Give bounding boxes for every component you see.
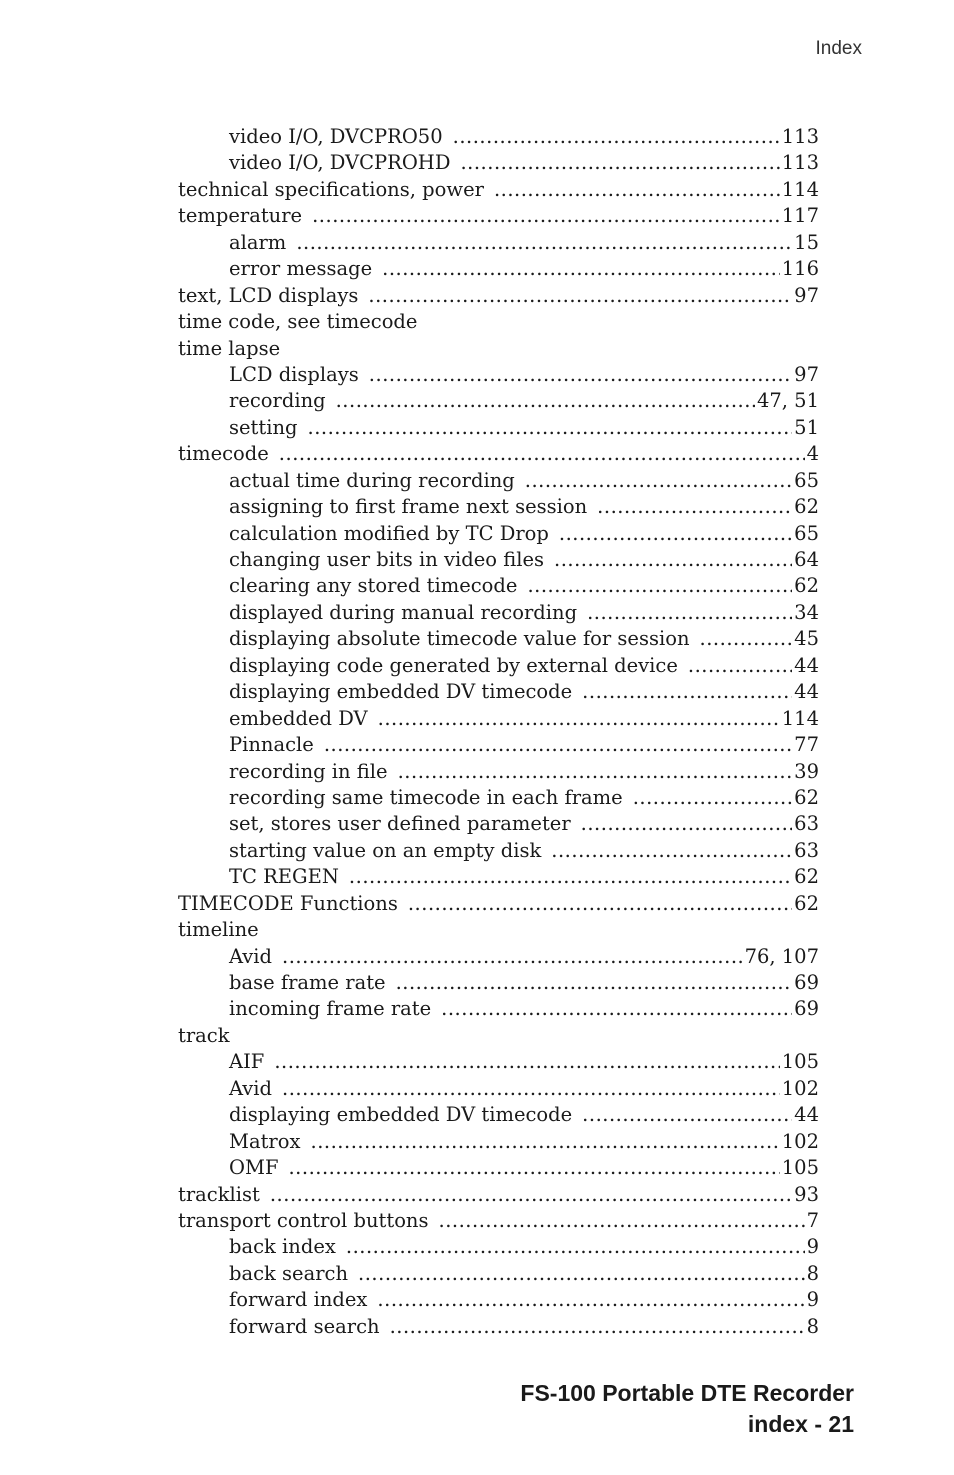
index-page-number: 97 (794, 362, 819, 386)
index-term: actual time during recording (229, 468, 515, 492)
dot-leader (582, 679, 792, 705)
index-page-number: 9 (806, 1235, 819, 1259)
dot-leader (282, 1076, 780, 1102)
index-subentry (178, 573, 819, 599)
index-term: assigning to first frame next session (229, 495, 588, 519)
dot-leader (324, 732, 792, 758)
index-page-number: 76, 107 (744, 944, 819, 968)
index-term: Pinnacle (229, 733, 314, 757)
index-term: time code, see timecode (178, 310, 418, 334)
index-term: timecode (178, 442, 269, 466)
index-subentry (178, 1049, 819, 1075)
index-page-number: 102 (781, 1129, 819, 1153)
index-subentry (178, 706, 819, 732)
index-page-number: 4 (806, 442, 819, 466)
index-subentry (178, 600, 819, 626)
dot-leader (382, 256, 780, 282)
dot-leader (274, 1049, 779, 1075)
index-term: forward index (229, 1288, 368, 1312)
index-subentry (178, 1287, 819, 1313)
index-term: incoming frame rate (229, 997, 432, 1021)
dot-leader (336, 388, 755, 414)
dot-leader (368, 283, 792, 309)
page-footer (520, 1378, 854, 1440)
index-entry (178, 891, 819, 917)
dot-leader (349, 864, 792, 890)
index-term: recording (229, 389, 326, 413)
index-subentry (178, 230, 819, 256)
index-subentry (178, 864, 819, 890)
index-term: temperature (178, 204, 303, 228)
index-page-number: 62 (794, 891, 819, 915)
index-page-number: 113 (781, 125, 819, 148)
index-page-number: 65 (794, 521, 819, 545)
index-term: Avid (229, 1076, 273, 1100)
index-page-number: 102 (781, 1076, 819, 1100)
index-page-number: 34 (794, 600, 819, 624)
index-term: recording same timecode in each frame (229, 785, 623, 809)
index-page-number: 9 (806, 1288, 819, 1312)
index-entry (178, 1023, 819, 1049)
index-term: forward search (229, 1314, 380, 1338)
index-entry (178, 283, 819, 309)
index-entry (178, 177, 819, 203)
index-term: tracklist (178, 1182, 260, 1206)
index-term: displaying code generated by external device (229, 653, 678, 677)
index-term: video I/O, DVCPROHD (229, 151, 451, 175)
index-term: calculation modified by TC Drop (229, 521, 549, 545)
index-list (178, 124, 819, 1340)
dot-leader (279, 441, 805, 467)
index-entry (178, 203, 819, 229)
index-entry (178, 1182, 819, 1208)
index-term: text, LCD displays (178, 283, 359, 307)
index-page-number: 44 (794, 653, 819, 677)
dot-leader (358, 1261, 805, 1287)
index-page-number: 7 (806, 1208, 819, 1232)
index-term: Avid (229, 944, 273, 968)
index-page-number: 39 (794, 759, 819, 783)
dot-leader (688, 653, 792, 679)
index-page-number: 44 (794, 680, 819, 704)
index-page-number: 93 (794, 1182, 819, 1206)
index-term: TC REGEN (229, 865, 339, 889)
dot-leader (282, 944, 743, 970)
index-entry (178, 336, 819, 362)
dot-leader (390, 1314, 805, 1340)
index-term: TIMECODE Functions (178, 891, 398, 915)
index-term: starting value on an empty disk (229, 838, 542, 862)
dot-leader (453, 124, 780, 150)
index-page-number: 62 (794, 574, 819, 598)
index-subentry (178, 388, 819, 414)
index-page-number: 63 (794, 812, 819, 836)
index-subentry (178, 547, 819, 573)
index-term: error message (229, 257, 373, 281)
index-subentry (178, 838, 819, 864)
index-entry (178, 917, 819, 943)
index-term: AIF (229, 1050, 265, 1074)
running-header: Index (815, 38, 862, 59)
index-term: Matrox (229, 1129, 301, 1153)
index-term: technical specifications, power (178, 177, 484, 201)
dot-leader (346, 1234, 805, 1260)
index-subentry (178, 1102, 819, 1128)
index-term: video I/O, DVCPRO50 (229, 125, 443, 148)
index-page-number: 69 (794, 971, 819, 994)
dot-leader (377, 1287, 804, 1313)
index-subentry (178, 944, 819, 970)
index-subentry (178, 1129, 819, 1155)
dot-leader (460, 150, 779, 176)
index-subentry (178, 1261, 819, 1287)
index-term: track (178, 1023, 230, 1047)
dot-leader (554, 547, 792, 573)
index-term: base frame rate (229, 971, 386, 994)
index-entry (178, 1208, 819, 1234)
index-page-number: 63 (794, 838, 819, 862)
index-subentry (178, 1155, 819, 1181)
index-page-number: 8 (806, 1314, 819, 1338)
index-page-number: 47, 51 (756, 389, 819, 413)
index-page-number: 62 (794, 865, 819, 889)
dot-leader (581, 811, 793, 837)
index-subentry (178, 468, 819, 494)
index-page-number: 45 (794, 627, 819, 651)
dot-leader (559, 521, 792, 547)
index-term: clearing any stored timecode (229, 574, 518, 598)
dot-leader (587, 600, 792, 626)
dot-leader (270, 1182, 792, 1208)
index-subentry (178, 679, 819, 705)
index-term: displayed during manual recording (229, 600, 578, 624)
index-page-number: 69 (794, 997, 819, 1021)
index-term: set, stores user defined parameter (229, 812, 571, 836)
index-subentry (178, 494, 819, 520)
index-term: timeline (178, 918, 259, 942)
dot-leader (398, 759, 793, 785)
dot-leader (525, 468, 792, 494)
dot-leader (288, 1155, 779, 1181)
index-term: displaying embedded DV timecode (229, 1103, 573, 1127)
dot-leader (311, 1129, 780, 1155)
index-page-number: 62 (794, 495, 819, 519)
index-page-number: 117 (781, 204, 819, 228)
index-page-number: 65 (794, 468, 819, 492)
index-subentry (178, 785, 819, 811)
index-term: OMF (229, 1156, 279, 1180)
dot-leader (296, 230, 792, 256)
index-subentry (178, 1076, 819, 1102)
dot-leader (633, 785, 792, 811)
index-subentry (178, 415, 819, 441)
index-entry (178, 441, 819, 467)
index-subentry (178, 811, 819, 837)
index-subentry (178, 626, 819, 652)
index-page-number: 77 (794, 733, 819, 757)
index-subentry (178, 521, 819, 547)
index-page-number: 51 (794, 415, 819, 439)
index-subentry (178, 653, 819, 679)
index-page-number: 8 (806, 1261, 819, 1285)
dot-leader (408, 891, 792, 917)
index-term: back index (229, 1235, 336, 1259)
index-term: recording in file (229, 759, 388, 783)
index-page-number: 105 (781, 1156, 819, 1180)
dot-leader (441, 996, 792, 1022)
index-page-number: 113 (781, 151, 819, 175)
dot-leader (396, 970, 793, 996)
index-page-number: 114 (781, 177, 819, 201)
dot-leader (439, 1208, 805, 1234)
index-subentry (178, 996, 819, 1022)
index-subentry (178, 1234, 819, 1260)
footer-page-number: index - 21 (747, 1411, 854, 1437)
index-term: embedded DV (229, 706, 368, 730)
index-page-number: 44 (794, 1103, 819, 1127)
index-subentry (178, 124, 819, 150)
index-entry (178, 309, 819, 335)
index-subentry (178, 150, 819, 176)
dot-leader (369, 362, 792, 388)
index-term: alarm (229, 230, 287, 254)
index-subentry (178, 1314, 819, 1340)
dot-leader (527, 573, 792, 599)
index-term: setting (229, 415, 298, 439)
index-term: LCD displays (229, 362, 359, 386)
index-page-number: 97 (794, 283, 819, 307)
dot-leader (494, 177, 780, 203)
dot-leader (308, 415, 793, 441)
dot-leader (700, 626, 793, 652)
dot-leader (312, 203, 780, 229)
index-page-number: 15 (794, 230, 819, 254)
index-term: changing user bits in video files (229, 548, 545, 571)
index-page-number: 62 (794, 785, 819, 809)
index-subentry (178, 759, 819, 785)
index-subentry (178, 256, 819, 282)
footer-title: FS-100 Portable DTE Recorder (520, 1380, 854, 1406)
index-subentry (178, 732, 819, 758)
index-term: back search (229, 1261, 349, 1285)
index-page-number: 114 (781, 706, 819, 730)
index-subentry (178, 362, 819, 388)
dot-leader (551, 838, 792, 864)
dot-leader (378, 706, 780, 732)
dot-leader (582, 1102, 792, 1128)
index-page-number: 64 (794, 548, 819, 571)
index-term: displaying absolute timecode value for session (229, 627, 690, 651)
index-page-number: 116 (781, 257, 819, 281)
index-page-number: 105 (781, 1050, 819, 1074)
index-term: transport control buttons (178, 1208, 429, 1232)
index-term: displaying embedded DV timecode (229, 680, 573, 704)
index-term: time lapse (178, 336, 281, 360)
index-subentry (178, 970, 819, 996)
dot-leader (597, 494, 792, 520)
